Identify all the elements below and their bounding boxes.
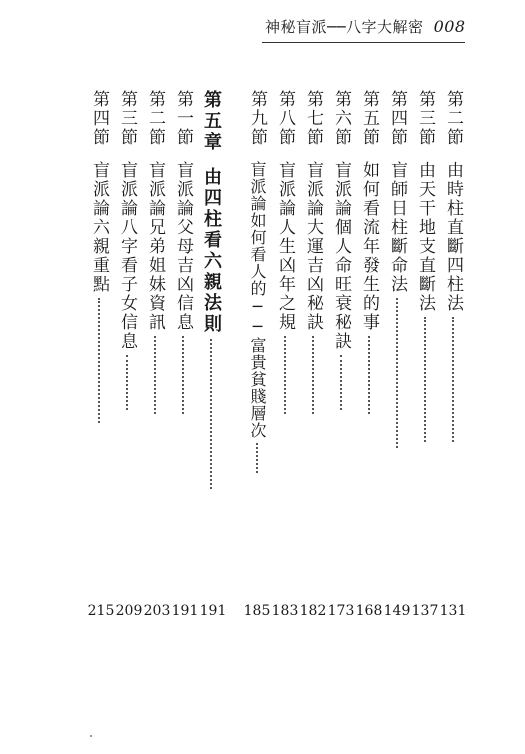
- section-label: 第六節: [331, 90, 351, 147]
- section-label: 第四節: [89, 90, 109, 147]
- page-ref: 191: [199, 603, 227, 619]
- toc-entry: [273, 90, 297, 414]
- page-ref: 183: [271, 603, 299, 619]
- toc-entry: [245, 90, 269, 473]
- toc-entry: [441, 90, 465, 442]
- page-number: 008: [433, 17, 466, 36]
- dot-leader: [256, 443, 258, 473]
- dot-leader: [182, 336, 184, 414]
- section-label: 第七節: [303, 90, 323, 147]
- section-title: 盲派論人生凶年之規: [275, 161, 295, 332]
- section-title: 盲派論八字看子女信息: [117, 161, 137, 351]
- section-title: 盲師日柱斷命法: [387, 161, 407, 294]
- header-rule: [262, 42, 465, 43]
- page-ref: 182: [299, 603, 327, 619]
- toc-entry: [171, 90, 195, 414]
- page-ref: 191: [171, 603, 199, 619]
- page-ref: 203: [143, 603, 171, 619]
- section-title: 盲派論如何看人的──富貴貧賤層次: [248, 161, 267, 439]
- dot-leader: [368, 336, 370, 414]
- chapter-title: 由四柱看六親法則: [201, 167, 222, 335]
- running-head: [265, 16, 466, 37]
- dot-leader: [284, 336, 286, 414]
- dot-leader: [210, 339, 212, 489]
- page-ref: 131: [439, 603, 467, 619]
- section-label: 第一節: [173, 90, 193, 147]
- section-title: 盲派論父母吉凶信息: [173, 161, 193, 332]
- section-title: 盲派論個人命旺衰秘訣: [331, 161, 351, 351]
- toc-entry: [143, 90, 167, 414]
- dot-leader: [312, 336, 314, 414]
- page-ref: 173: [327, 603, 355, 619]
- section-label: 第二節: [145, 90, 165, 147]
- section-label: 第二節: [443, 90, 463, 147]
- section-title: 如何看流年發生的事: [359, 161, 379, 332]
- dot-leader: [396, 298, 398, 448]
- toc-chapter: [199, 90, 223, 489]
- dot-leader: [452, 317, 454, 442]
- page-ref: 209: [115, 603, 143, 619]
- section-label: 第八節: [275, 90, 295, 147]
- dot-leader: [154, 336, 156, 414]
- page-ref: 137: [411, 603, 439, 619]
- section-title: 由天干地支直斷法: [415, 161, 435, 313]
- section-label: 第九節: [247, 90, 267, 147]
- toc-entry: [87, 90, 111, 423]
- dot-leader: [340, 355, 342, 410]
- page-ref: 215: [87, 603, 115, 619]
- section-title: 由時柱直斷四柱法: [443, 161, 463, 313]
- toc-entry: [115, 90, 139, 410]
- page-ref: 185: [243, 603, 271, 619]
- toc-entry: [357, 90, 381, 414]
- page-ref: 168: [355, 603, 383, 619]
- toc-entry: [413, 90, 437, 442]
- section-title: 盲派論兄弟姐妹資訊: [145, 161, 165, 332]
- chapter-label: 第五章: [201, 90, 222, 153]
- section-title: 盲派論六親重點: [89, 161, 109, 294]
- page-ref: 149: [383, 603, 411, 619]
- toc-entry: [329, 90, 353, 410]
- section-label: 第三節: [415, 90, 435, 147]
- section-label: 第三節: [117, 90, 137, 147]
- dot-leader: [98, 298, 100, 423]
- dot-leader: [126, 355, 128, 410]
- section-label: 第五節: [359, 90, 379, 147]
- toc-entry: [385, 90, 409, 448]
- dot-leader: [424, 317, 426, 442]
- scan-speck: [90, 735, 92, 737]
- running-title: 神秘盲派──八字大解密: [265, 18, 424, 36]
- section-label: 第四節: [387, 90, 407, 147]
- section-title: 盲派論大運吉凶秘訣: [303, 161, 323, 332]
- toc-entry: [301, 90, 325, 414]
